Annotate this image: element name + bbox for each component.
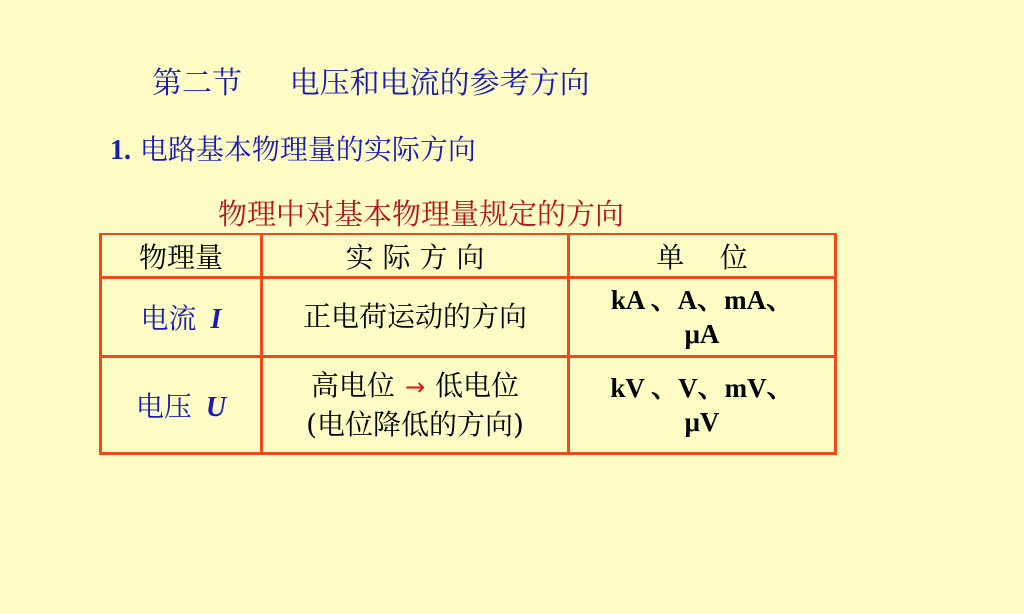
direction-from: 高电位 xyxy=(310,368,395,402)
direction-voltage xyxy=(262,357,569,454)
subheading-number: 1. xyxy=(110,135,131,166)
right-arrow-icon: → xyxy=(404,372,426,401)
table-caption: 物理中对基本物理量规定的方向 xyxy=(218,197,625,231)
units-current xyxy=(569,278,836,357)
quantity-voltage xyxy=(101,357,262,454)
quantity-current xyxy=(101,278,262,357)
direction-current xyxy=(262,278,569,357)
units-line: kV 、V、mV、 xyxy=(610,373,794,403)
units-voltage xyxy=(569,357,836,454)
table-row xyxy=(101,278,836,357)
quantities-table xyxy=(99,233,837,455)
quantity-name: 电压 xyxy=(135,390,192,423)
subheading-text: 电路基本物理量的实际方向 xyxy=(139,133,476,166)
direction-note: (电位降低的方向) xyxy=(306,407,524,441)
section-title: 第二节 电压和电流的参考方向 xyxy=(152,66,590,101)
header-quantity: 物理量 xyxy=(101,234,262,278)
direction-to: 低电位 xyxy=(435,368,520,402)
direction-line xyxy=(263,367,567,406)
table-row xyxy=(101,357,836,454)
header-direction: 实 际 方 向 xyxy=(262,234,569,278)
direction-text: 正电荷运动的方向 xyxy=(302,300,527,333)
units-line: kA 、A、mA、 xyxy=(610,285,794,315)
header-unit: 单 位 xyxy=(569,234,836,278)
quantity-symbol: U xyxy=(205,392,227,423)
subheading xyxy=(110,128,476,168)
quantity-symbol: I xyxy=(210,304,222,335)
units-line: μV xyxy=(684,407,720,437)
quantity-name: 电流 xyxy=(140,302,197,335)
table-header-row xyxy=(101,234,836,278)
units-line: μA xyxy=(684,319,720,349)
